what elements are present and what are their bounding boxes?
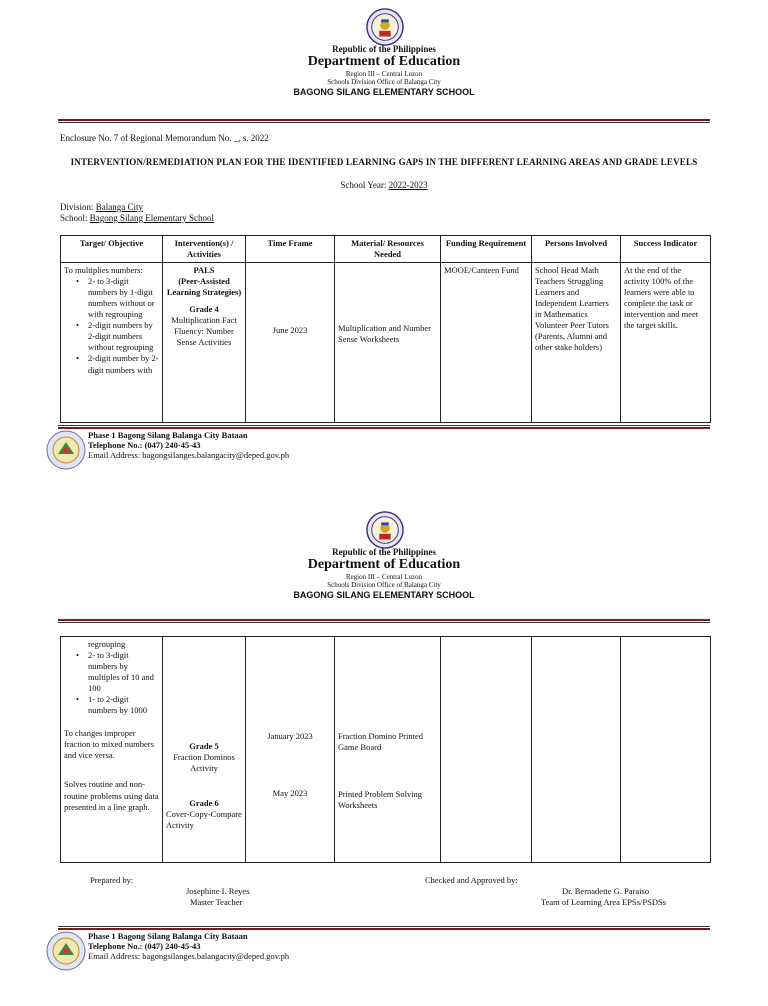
school-name-header: BAGONG SILANG ELEMENTARY SCHOOL <box>293 86 475 97</box>
pals-title: PALS <box>193 265 215 276</box>
header-funding: Funding Requirement <box>441 236 532 263</box>
intervention-table <box>60 235 711 423</box>
footer-address-block <box>88 430 289 461</box>
document-page-1 <box>0 0 768 490</box>
header-persons: Persons Involved <box>532 236 621 263</box>
persons-cell: School Head Math Teachers Struggling Learners and Independent Learners in Mathematics Volunteer Peer Tutors (Parents, Alumni and other stake holders) <box>532 263 621 423</box>
footer-address-block <box>88 931 289 962</box>
target-grade6: Solves routine and non-routine problems using data presented in a line graph. <box>64 779 159 812</box>
header-intervention: Intervention(s) / Activities <box>163 236 246 263</box>
header-target: Target/ Objective <box>61 236 163 263</box>
school-value: Bagong Silang Elementary School <box>89 213 214 223</box>
list-item: • 1- to 2-digit numbers by 1000 <box>64 694 159 716</box>
materials-cell <box>335 637 441 863</box>
deped-seal-icon <box>366 511 404 549</box>
intervention-table-continued <box>60 636 711 863</box>
footer <box>46 430 716 472</box>
materials-cell: Multiplication and Number Sense Worksheets <box>335 263 441 423</box>
footer-telephone: Telephone No.: (047) 240-45-43 <box>88 941 201 952</box>
footer-telephone: Telephone No.: (047) 240-45-43 <box>88 440 201 451</box>
prepared-by-name: Josephine I. Reyes <box>186 886 250 896</box>
school-logo-icon <box>46 430 86 470</box>
activity-label: Multiplication Fact Fluency: Number Sense Activities <box>171 315 237 348</box>
grade6-materials: Printed Problem Solving Worksheets <box>338 789 423 811</box>
republic-label: Republic of the Philippines <box>332 547 436 557</box>
document-page-2 <box>0 503 768 1006</box>
division-label: Division: <box>60 202 94 212</box>
school-name-header: BAGONG SILANG ELEMENTARY SCHOOL <box>293 589 475 600</box>
school-label: School: <box>60 213 88 223</box>
school-logo-icon <box>46 931 86 971</box>
grade6-activity: Cover-Copy-Compare Activity <box>166 809 242 831</box>
footer-email: Email Address: bagongsilanges.balangacity@deped.gov.ph <box>88 951 290 962</box>
grade5-materials: Fraction Domino Printed Game Board <box>338 731 423 753</box>
region-label: Region III – Central Luzon <box>345 573 423 582</box>
grade5-label: Grade 5 <box>189 741 219 751</box>
approved-by-label: Checked and Approved by: <box>425 875 518 885</box>
school-year-value: 2022-2023 <box>388 180 428 190</box>
table-header-row <box>61 236 711 263</box>
division-line <box>60 202 143 212</box>
footer-email: Email Address: bagongsilanges.balangacity@deped.gov.ph <box>88 450 290 461</box>
approved-by-title: Team of Learning Area EPSs/PSDSs <box>541 897 667 907</box>
list-item: • 2- to 3-digit numbers by 1-digit numbers without or with regrouping <box>64 276 159 320</box>
target-cell <box>61 263 163 423</box>
target-cell <box>61 637 163 863</box>
enclosure-line: Enclosure No. 7 of Regional Memorandum No. _, s. 2022 <box>60 133 269 143</box>
intervention-cell <box>163 263 246 423</box>
deped-seal-icon <box>366 8 404 46</box>
school-year-label: School Year: <box>340 180 387 190</box>
funding-cell <box>441 637 532 863</box>
list-item: • 2-digit numbers by 2-digit numbers without regrouping <box>64 320 159 353</box>
region-label: Region III – Central Luzon <box>345 70 423 79</box>
table-row <box>61 263 711 423</box>
footer-address: Phase 1 Bagong Silang Balanga City Bataan <box>88 430 248 440</box>
success-cell: At the end of the activity 100% of the learners were able to complete the task or intervention and meet the target skills. <box>621 263 711 423</box>
persons-cell <box>532 637 621 863</box>
time-frame-cell: June 2023 <box>246 263 335 423</box>
header-divider <box>58 619 710 623</box>
grade6-label: Grade 6 <box>189 798 219 809</box>
footer-address: Phase 1 Bagong Silang Balanga City Bataan <box>88 931 248 941</box>
school-year-line <box>60 180 708 190</box>
grade5-activity: Fraction Dominos Activity <box>173 752 235 774</box>
list-item: • 2-digit number by 2-digit numbers with <box>64 353 159 375</box>
grade5-time-frame: January 2023 <box>267 731 313 741</box>
division-office-label: Schools Division Office of Balanga City <box>327 581 441 590</box>
republic-label: Republic of the Philippines <box>332 44 436 54</box>
grade6-time-frame: May 2023 <box>272 788 308 799</box>
plan-title: INTERVENTION/REMEDIATION PLAN FOR THE IDENTIFIED LEARNING GAPS IN THE DIFFERENT LEARNING AREAS AND GRADE LEVELS <box>70 157 698 167</box>
division-value: Balanga City <box>95 202 144 212</box>
target-intro: To multiplies numbers: <box>64 265 143 276</box>
department-title: Department of Education <box>307 54 461 70</box>
continued-word: regrouping <box>88 639 126 649</box>
prepared-by-title: Master Teacher <box>190 897 243 907</box>
target-grade5: To changes improper fraction to mixed numbers and vice versa. <box>64 728 154 761</box>
header-success: Success Indicator <box>621 236 711 263</box>
intervention-cell <box>163 637 246 863</box>
footer-divider <box>58 425 710 429</box>
department-title: Department of Education <box>307 557 461 573</box>
table-row <box>61 637 711 863</box>
objective-list <box>64 650 159 716</box>
funding-cell: MOOE/Canteen Fund <box>441 263 532 423</box>
letterhead <box>0 44 768 97</box>
footer-divider <box>58 926 710 930</box>
school-line <box>60 213 214 223</box>
division-office-label: Schools Division Office of Balanga City <box>327 78 441 87</box>
header-divider <box>58 119 710 123</box>
list-item: • 2- to 3-digit numbers by multiples of 10 and 100 <box>64 650 159 694</box>
pals-full: (Peer-Assisted Learning Strategies) <box>166 276 242 298</box>
header-materials: Material/ Resources Needed <box>335 236 441 263</box>
grade-label: Grade 4 <box>189 304 219 315</box>
footer <box>46 931 716 973</box>
letterhead <box>0 547 768 600</box>
time-frame-cell <box>246 637 335 863</box>
approved-by-name: Dr. Bernadette G. Paraiso <box>562 886 650 896</box>
objective-list <box>64 276 159 375</box>
success-cell <box>621 637 711 863</box>
header-time-frame: Time Frame <box>246 236 335 263</box>
prepared-by-label: Prepared by: <box>90 875 134 885</box>
